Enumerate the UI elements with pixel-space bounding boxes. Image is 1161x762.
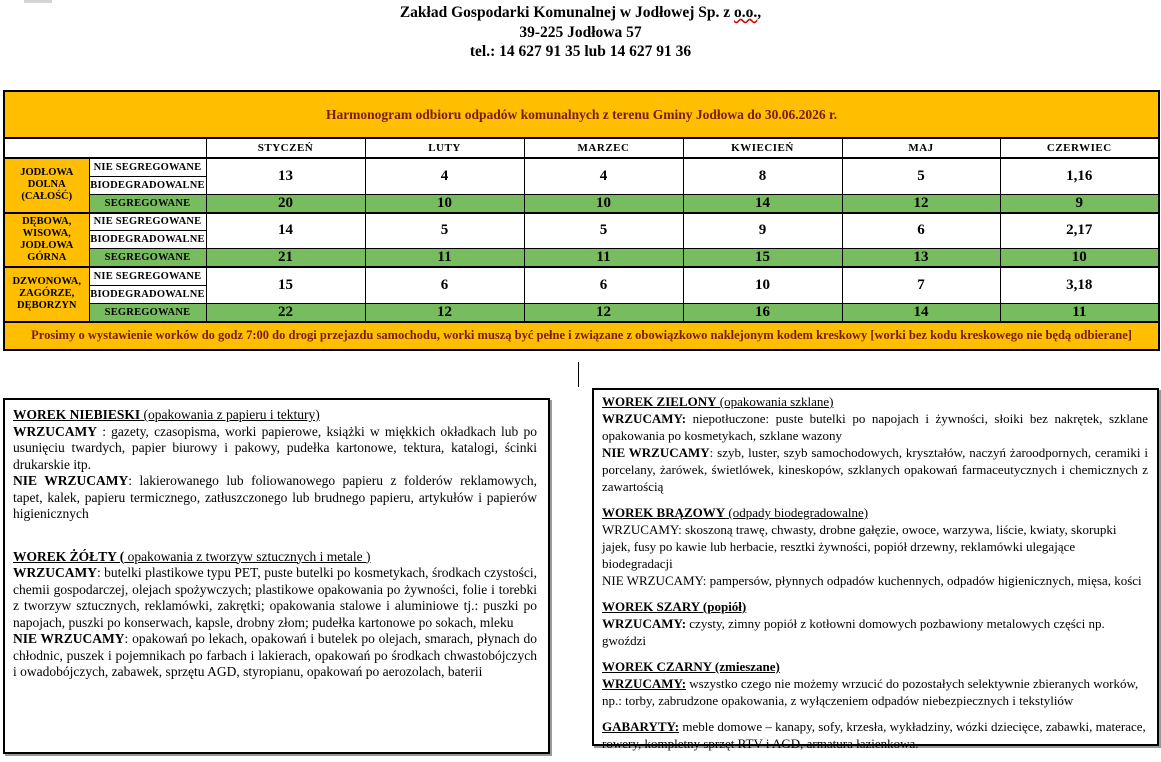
wrzucamy-paragraph [602, 410, 1148, 444]
paragraph-label: NIE WRZUCAMY [602, 445, 710, 460]
waste-type-label: BIODEGRADOWALNE [89, 285, 206, 303]
divider-line [578, 362, 579, 387]
wrzucamy-paragraph [602, 675, 1148, 709]
area-label: DĘBOWA, WISOWA, JODŁOWA GÓRNA [4, 213, 89, 268]
paragraph-label: WRZUCAMY [13, 565, 97, 580]
section-gabaryty [602, 718, 1148, 752]
section-heading [602, 393, 1148, 410]
heading-bold: WOREK SZARY (popiół) [602, 599, 747, 614]
section-heading [602, 598, 1148, 615]
paragraph-label: GABARYTY: [602, 719, 680, 734]
pickup-day-cell: 5 [524, 213, 683, 249]
gabaryty-paragraph [602, 718, 1148, 752]
pickup-day-cell: 6 [524, 267, 683, 303]
paragraph-text: : szyb, luster, szyb samochodowych, kryształów, naczyń żaroodpornych, ceramiki i porcelany, żarówek, świetlówek, kineskopów, szklanych opakowań farmaceutycznych i chemicznych z zawartością [602, 445, 1149, 494]
wrzucamy-paragraph [602, 615, 1148, 649]
pickup-day-cell: 21 [206, 249, 365, 268]
company-phone: tel.: 14 627 91 35 lub 14 627 91 36 [469, 43, 692, 60]
waste-type-label-segregated: SEGREGOWANE [89, 249, 206, 268]
section-heading [602, 658, 1148, 675]
panel-glass-bio-ash-mixed [592, 388, 1159, 751]
pickup-day-cell: 12 [524, 303, 683, 322]
pickup-day-cell: 5 [842, 158, 1000, 194]
wrzucamy-paragraph [13, 565, 537, 631]
pickup-day-cell: 9 [683, 213, 842, 249]
pickup-day-cell: 2,17 [1000, 213, 1159, 249]
pickup-day-cell: 10 [365, 194, 524, 213]
paragraph-label: WRZUCAMY [13, 423, 97, 439]
pickup-day-cell: 4 [524, 158, 683, 194]
section-worek-zolty [13, 549, 537, 681]
company-name-comma: , [757, 4, 762, 21]
section-worek-zielony [602, 393, 1148, 495]
waste-type-label-segregated: SEGREGOWANE [89, 194, 206, 213]
section-worek-szary [602, 598, 1148, 649]
heading-bold: WOREK CZARNY (zmieszane) [602, 659, 780, 674]
paragraph-text: : lakierowanego lub foliowanowego papieru z folderów reklamowych, tapet, kalek, papieru termicznego, zatłuszczonego lub brudnego papieru, artykułów i papierów higienicznych [13, 473, 537, 521]
nie-wrzucamy-paragraph [602, 444, 1148, 495]
month-header-marzec: MARZEC [524, 138, 683, 158]
waste-type-label: NIE SEGREGOWANE [89, 267, 206, 285]
month-header-styczen: STYCZEŃ [206, 138, 365, 158]
pickup-day-cell: 15 [683, 249, 842, 268]
wrzucamy-paragraph [13, 424, 537, 474]
pickup-day-cell: 11 [365, 249, 524, 268]
schedule-title: Harmonogram odbioru odpadów komunalnych z terenu Gminy Jodłowa do 30.06.2026 r. [4, 91, 1159, 138]
paragraph-label: WRZUCAMY: [602, 676, 687, 691]
pickup-day-cell: 3,18 [1000, 267, 1159, 303]
area-label: DZWONOWA, ZAGÓRZE, DĘBORZYN [4, 267, 89, 322]
month-header-luty: LUTY [365, 138, 524, 158]
heading-bold: WOREK ŻÓŁTY ( [13, 548, 125, 564]
month-header-kwiecien: KWIECIEŃ [683, 138, 842, 158]
letterhead [0, 3, 1161, 62]
pickup-day-cell: 6 [365, 267, 524, 303]
heading-bold: WOREK ZIELONY [602, 394, 717, 409]
pickup-day-cell: 13 [842, 249, 1000, 268]
pickup-day-cell: 11 [1000, 303, 1159, 322]
company-name-abbr: o.o. [734, 4, 758, 21]
pickup-day-cell: 16 [683, 303, 842, 322]
pickup-day-cell: 13 [206, 158, 365, 194]
nie-wrzucamy-paragraph [602, 572, 1148, 589]
waste-type-label: NIE SEGREGOWANE [89, 213, 206, 231]
month-header-czerwiec: CZERWIEC [1000, 138, 1159, 158]
section-heading [602, 504, 1148, 521]
pickup-day-cell: 12 [842, 194, 1000, 213]
paragraph-label: WRZUCAMY: [602, 411, 687, 426]
paragraph-label: NIE WRZUCAMY [13, 473, 129, 488]
pickup-day-cell: 22 [206, 303, 365, 322]
waste-type-label-segregated: SEGREGOWANE [89, 303, 206, 322]
paragraph-label: WRZUCAMY: [602, 522, 682, 537]
pickup-day-cell: 9 [1000, 194, 1159, 213]
paragraph-text: : opakowań po lekach, opakowań i butelek po olejach, smarach, płynach do chłodnic, puszek i pojemnikach po farbach i lakierach, opakowań po środkach chwastobójczych i owadobójczych, zabawek, sprzętu AGD, styropianu, opakowań po aerozolach, baterii [13, 631, 537, 679]
schedule-table [3, 90, 1160, 351]
month-header-maj: MAJ [842, 138, 1000, 158]
paragraph-label: NIE WRZUCAMY [13, 631, 125, 646]
paragraph-text: : gazety, czasopisma, worki papierowe, książki w miękkich okładkach lub po usunięciu twardych, papier biurowy i pakowy, pudełka kartonowe, tektura, katalogi, ścinki drukarskie itp. [13, 423, 537, 472]
waste-type-label: BIODEGRADOWALNE [89, 176, 206, 194]
section-heading [13, 407, 537, 424]
paragraph-text: : butelki plastikowe typu PET, puste butelki po kosmetykach, środkach czystości, chemii gospodarczej, olejach spożywczych; plastikowe opakowania po żywności, folie i torebki z tworzyw sztucznych, reklamówki, zakrętki; opakowania stalowe i aluminiowe tj.: puszki po napojach, puszki po konserwach, kapsle, drobny złom; pudełka kartonowe po sokach, mleku [13, 565, 537, 630]
heading-rest: (opakowania szklane) [716, 394, 834, 409]
pickup-day-cell: 10 [683, 267, 842, 303]
paragraph-text: wszystko czego nie możemy wrzucić do pozostałych selektywnie zbieranych worków, np.: torby, zabrudzone opakowania, z wyłączeniem odpadów niebezpiecznych i tekstyliów [602, 676, 1139, 708]
paragraph-text: meble domowe – kanapy, sofy, krzesła, wykładziny, wózki dziecięce, zabawki, materace, rowery, kompletny sprzęt RTV i AGD, armatura łazienkowa. [602, 719, 1146, 751]
heading-bold: WOREK NIEBIESKI [13, 407, 141, 422]
heading-rest: (opakowania z papieru i tektury) [140, 407, 320, 422]
pickup-day-cell: 14 [206, 213, 365, 249]
paragraph-text: niepotłuczone: puste butelki po napojach i żywności, słoiki bez nakrętek, szklane opakowania po kosmetykach, szklane wazony [602, 411, 1148, 443]
pickup-day-cell: 12 [365, 303, 524, 322]
paragraph-label: NIE WRZUCAMY: [602, 573, 707, 588]
paragraph-text: pampersów, płynnych odpadów kuchennych, odpadów higienicznych, mięsa, kości [706, 573, 1142, 588]
section-worek-niebieski [13, 407, 537, 523]
pickup-day-cell: 20 [206, 194, 365, 213]
pickup-day-cell: 1,16 [1000, 158, 1159, 194]
waste-type-label: NIE SEGREGOWANE [89, 158, 206, 176]
panel-paper-plastic [3, 398, 550, 754]
section-heading [13, 549, 537, 566]
area-label: JODŁOWA DOLNA (CAŁOŚĆ) [4, 158, 89, 213]
company-name [0, 3, 1161, 23]
pickup-day-cell: 11 [524, 249, 683, 268]
heading-bold: WOREK BRĄZOWY [602, 505, 726, 520]
pickup-day-cell: 4 [365, 158, 524, 194]
pickup-day-cell: 15 [206, 267, 365, 303]
section-worek-czarny [602, 658, 1148, 709]
pickup-day-cell: 5 [365, 213, 524, 249]
company-name-text: Zakład Gospodarki Komunalnej w Jodłowej Sp. z [399, 4, 735, 21]
heading-rest: opakowania z tworzyw sztucznych i metale ) [124, 548, 371, 564]
paragraph-label: WRZUCAMY: [602, 616, 687, 631]
wrzucamy-paragraph [602, 521, 1148, 572]
waste-type-label: BIODEGRADOWALNE [89, 231, 206, 249]
nie-wrzucamy-paragraph [13, 631, 537, 681]
pickup-day-cell: 8 [683, 158, 842, 194]
pickup-day-cell: 14 [683, 194, 842, 213]
pickup-day-cell: 10 [1000, 249, 1159, 268]
pickup-day-cell: 14 [842, 303, 1000, 322]
nie-wrzucamy-paragraph [13, 473, 537, 523]
corner-cell [4, 138, 206, 158]
paragraph-text: skoszoną trawę, chwasty, drobne gałęzie, owoce, warzywa, liście, kwiaty, skorupki jajek, fusy po kawie lub herbacie, resztki żywności, popiół drzewny, reklamówki ulegające biodegradacji [602, 522, 1117, 571]
schedule-note: Prosimy o wystawienie worków do godz 7:00 do drogi przejazdu samochodu, worki muszą być pełne i związane z obowiązkowo naklejonym kodem kreskowy [worki bez kodu kreskowego nie będą odbierane] [4, 322, 1159, 350]
company-address: 39-225 Jodłowa 57 [519, 23, 642, 41]
pickup-day-cell: 7 [842, 267, 1000, 303]
paragraph-text: czysty, zimny popiół z kotłowni domowych pozbawiony metalowych części np. gwoździ [602, 616, 1105, 648]
heading-rest: (odpady biodegradowalne) [725, 505, 869, 520]
section-worek-brazowy [602, 504, 1148, 589]
pickup-day-cell: 6 [842, 213, 1000, 249]
pickup-day-cell: 10 [524, 194, 683, 213]
